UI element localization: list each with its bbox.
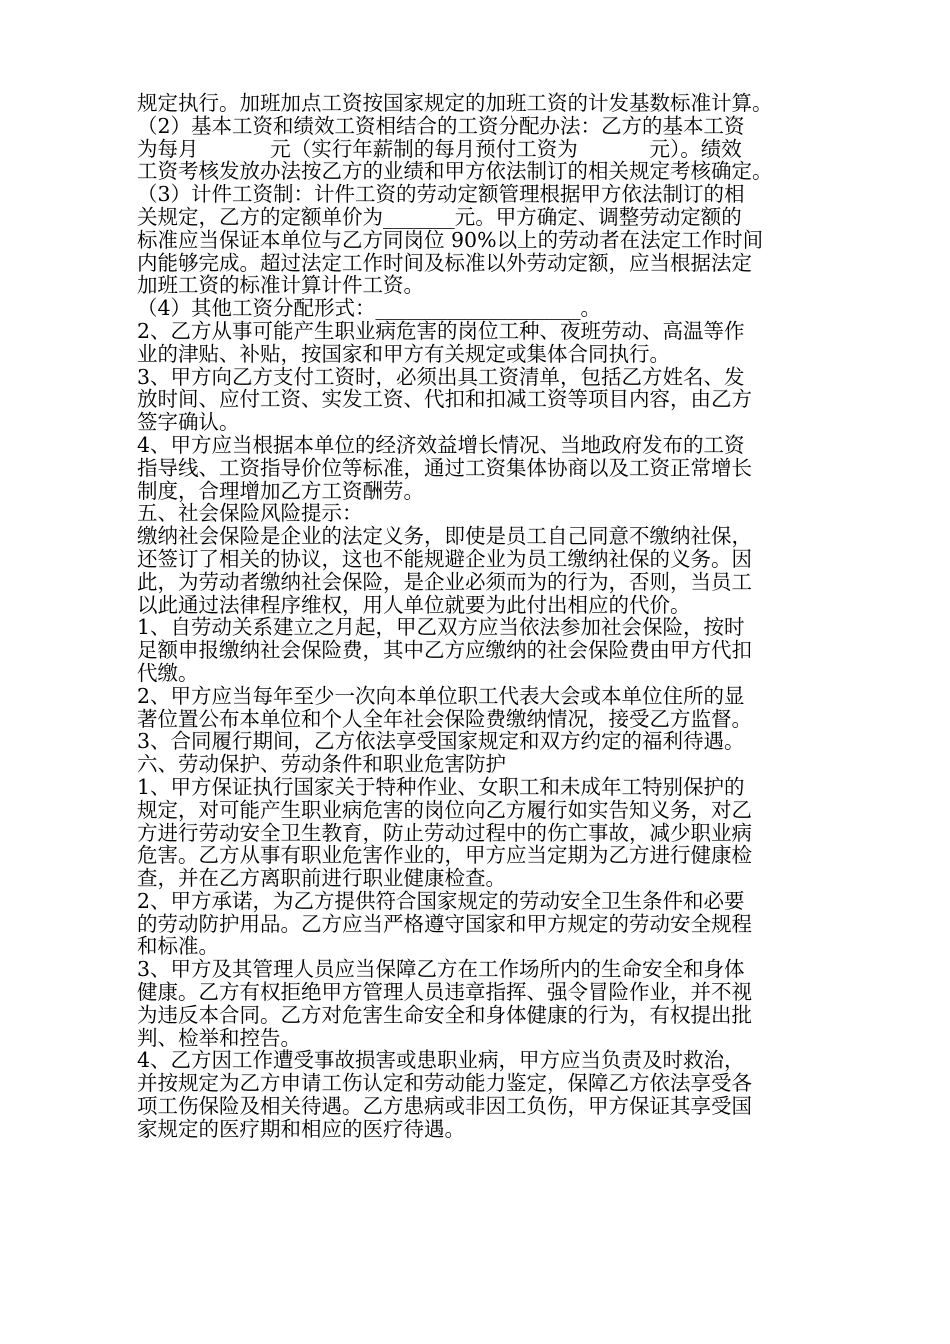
text-line: 并按规定为乙方申请工伤认定和劳动能力鉴定，保障乙方依法享受各 bbox=[137, 1072, 752, 1096]
text-line: 4、乙方因工作遭受事故损害或患职业病，甲方应当负责及时救治， bbox=[137, 1049, 745, 1073]
document-body bbox=[137, 92, 827, 1141]
text-line: 和标准。 bbox=[137, 935, 219, 959]
text-line: 2、甲方承诺，为乙方提供符合国家规定的劳动安全卫生条件和必要 bbox=[137, 889, 745, 913]
text-line: 3、甲方向乙方支付工资时，必须出具工资清单，包括乙方姓名、发 bbox=[137, 365, 745, 389]
text-line: 项工伤保险及相关待遇。乙方患病或非因工负伤，甲方保证其享受国 bbox=[137, 1095, 752, 1118]
text-line: （3）计件工资制：计件工资的劳动定额管理根据甲方依法制订的相 bbox=[137, 183, 745, 206]
text-line: 2、乙方从事可能产生职业病危害的岗位工种、夜班劳动、高温等作 bbox=[137, 319, 745, 343]
text-line: 规定，对可能产生职业病危害的岗位向乙方履行如实告知义务，对乙 bbox=[137, 798, 752, 822]
text-line: 还签订了相关的协议，这也不能规避企业为员工缴纳社保的义务。因 bbox=[137, 547, 752, 571]
text-line: 3、甲方及其管理人员应当保障乙方在工作场所内的生命安全和身体 bbox=[137, 958, 745, 982]
text-line: 五、社会保险风险提示： bbox=[137, 502, 363, 526]
text-line: 加班工资的标准计算计件工资。 bbox=[137, 274, 424, 298]
text-line: 为每月_______元（实行年薪制的每月预付工资为_______元）。绩效 bbox=[137, 137, 742, 161]
text-line: 判、检举和控告。 bbox=[137, 1026, 301, 1050]
text-line: 业的津贴、补贴，按国家和甲方有关规定或集体合同执行。 bbox=[137, 342, 670, 366]
text-line: 六、劳动保护、劳动条件和职业危害防护 bbox=[137, 753, 506, 776]
text-line: 代缴。 bbox=[137, 661, 199, 685]
text-line: 健康。乙方有权拒绝甲方管理人员违章指挥、强令冒险作业，并不视 bbox=[137, 981, 752, 1004]
text-line: 著位置公布本单位和个人全年社会保险费缴纳情况，接受乙方监督。 bbox=[137, 707, 752, 731]
text-line: 内能够完成。超过法定工作时间及标准以外劳动定额，应当根据法定 bbox=[137, 251, 752, 275]
text-line: 缴纳社会保险是企业的法定义务，即使是员工自己同意不缴纳社保， bbox=[137, 525, 752, 548]
text-line: 危害。乙方从事有职业危害作业的，甲方应当定期为乙方进行健康检 bbox=[137, 844, 752, 868]
text-line: 足额申报缴纳社会保险费，其中乙方应缴纳的社会保险费由甲方代扣 bbox=[137, 639, 752, 662]
text-line: （4）其他工资分配形式：____________________。 bbox=[137, 297, 602, 320]
text-line: 方进行劳动安全卫生教育，防止劳动过程中的伤亡事故，减少职业病 bbox=[137, 821, 752, 845]
text-line: 的劳动防护用品。乙方应当严格遵守国家和甲方规定的劳动安全规程 bbox=[137, 912, 752, 936]
text-line: 家规定的医疗期和相应的医疗待遇。 bbox=[137, 1117, 465, 1141]
text-line: 放时间、应付工资、实发工资、代扣和扣减工资等项目内容，由乙方 bbox=[137, 388, 752, 412]
text-line: （2）基本工资和绩效工资相结合的工资分配办法：乙方的基本工资 bbox=[137, 114, 745, 138]
text-line: 3、合同履行期间，乙方依法享受国家规定和双方约定的福利待遇。 bbox=[137, 730, 745, 754]
text-line: 4、甲方应当根据本单位的经济效益增长情况、当地政府发布的工资 bbox=[137, 433, 745, 457]
text-line: 1、甲方保证执行国家关于特种作业、女职工和未成年工特别保护的 bbox=[137, 775, 745, 799]
text-line: 此，为劳动者缴纳社会保险，是企业必须而为的行为，否则，当员工 bbox=[137, 570, 752, 594]
text-line: 工资考核发放办法按乙方的业绩和甲方依法制订的相关规定考核确定。 bbox=[137, 160, 773, 184]
text-line: 关规定，乙方的定额单价为_______元。甲方确定、调整劳动定额的 bbox=[137, 205, 742, 229]
text-line: 制度，合理增加乙方工资酬劳。 bbox=[137, 479, 424, 503]
text-line: 标准应当保证本单位与乙方同岗位 90%以上的劳动者在法定工作时间 bbox=[137, 228, 764, 252]
text-line: 查，并在乙方离职前进行职业健康检查。 bbox=[137, 867, 506, 890]
text-line: 指导线、工资指导价位等标准，通过工资集体协商以及工资正常增长 bbox=[137, 456, 752, 480]
text-line: 为违反本合同。乙方对危害生命安全和身体健康的行为，有权提出批 bbox=[137, 1003, 752, 1027]
text-line: 2、甲方应当每年至少一次向本单位职工代表大会或本单位住所的显 bbox=[137, 684, 745, 708]
text-line: 以此通过法律程序维权，用人单位就要为此付出相应的代价。 bbox=[137, 593, 691, 617]
text-line: 1、自劳动关系建立之月起，甲乙双方应当依法参加社会保险，按时 bbox=[137, 616, 745, 640]
text-line: 签字确认。 bbox=[137, 411, 240, 434]
text-line: 规定执行。加班加点工资按国家规定的加班工资的计发基数标准计算。 bbox=[137, 92, 773, 115]
